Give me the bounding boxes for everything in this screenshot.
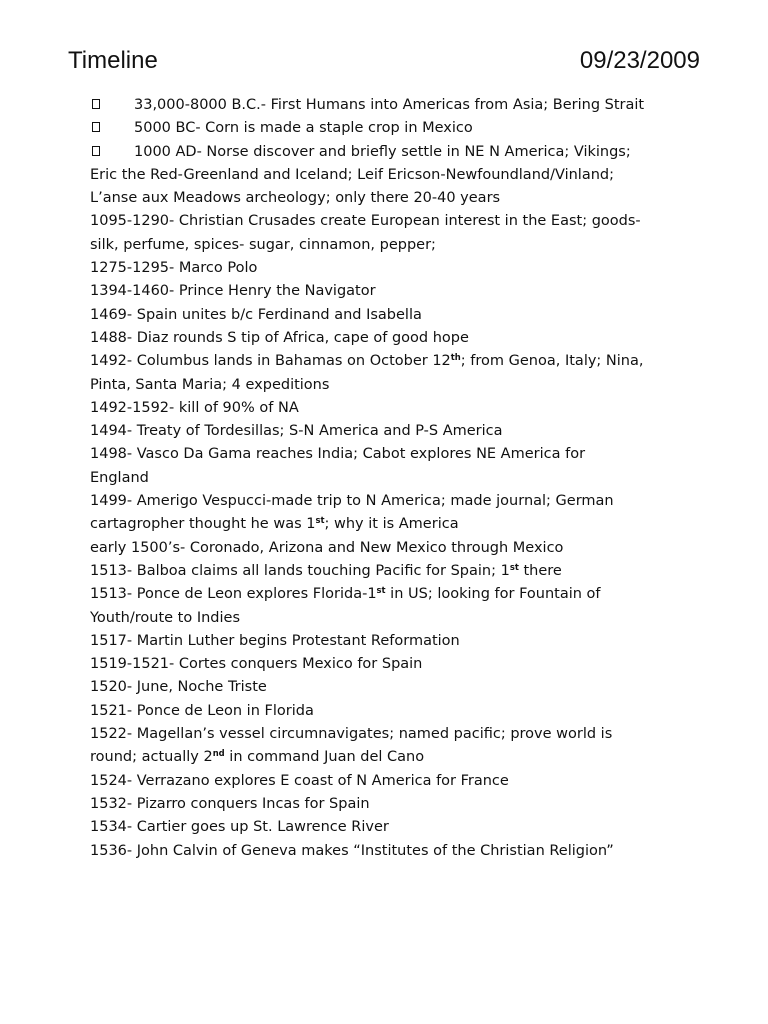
timeline-entry bbox=[90, 653, 690, 676]
page-date: 09/23/2009 bbox=[579, 47, 700, 74]
timeline-line bbox=[90, 816, 690, 839]
bullet-box-icon bbox=[90, 94, 134, 117]
timeline-entry bbox=[90, 700, 690, 723]
text-segment: 33,000-8000 B.C.- First Humans into Americas from Asia; Bering Strait bbox=[134, 97, 645, 113]
text-segment: 1534- Cartier goes up St. Lawrence River bbox=[90, 819, 389, 836]
timeline-entry bbox=[90, 397, 690, 420]
text-segment: 1492- Columbus lands in Bahamas on October 12 bbox=[90, 353, 451, 370]
text-segment: 1394-1460- Prince Henry the Navigator bbox=[90, 283, 376, 300]
text-segment: there bbox=[518, 562, 562, 579]
text-segment: 1517- Martin Luther begins Protestant Reformation bbox=[90, 632, 460, 649]
timeline-line bbox=[90, 327, 690, 350]
text-segment: 1488- Diaz rounds S tip of Africa, cape of good hope bbox=[90, 329, 469, 346]
text-segment: 1000 AD- Norse discover and briefly settle in NE N America; Vikings; bbox=[134, 143, 631, 160]
timeline-line bbox=[90, 94, 690, 117]
timeline-entry bbox=[90, 141, 690, 211]
ordinal-suffix: nd bbox=[212, 748, 225, 759]
timeline-list bbox=[90, 94, 690, 863]
text-segment: early 1500’s- Coronado, Arizona and New Mexico through Mexico bbox=[90, 539, 564, 556]
timeline-line bbox=[90, 653, 690, 676]
timeline-line bbox=[90, 210, 690, 233]
timeline-line bbox=[90, 397, 690, 420]
text-segment: 1536- John Calvin of Geneva makes “Institutes of the Christian Religion” bbox=[90, 842, 614, 859]
text-segment: ; why it is America bbox=[324, 516, 459, 533]
text-segment: 1498- Vasco Da Gama reaches India; Cabot explores NE America for bbox=[90, 446, 586, 463]
timeline-line bbox=[90, 164, 690, 187]
text-segment: 1532- Pizarro conquers Incas for Spain bbox=[90, 795, 370, 812]
timeline-entry bbox=[90, 676, 690, 699]
timeline-entry bbox=[90, 443, 690, 490]
timeline-line bbox=[90, 560, 690, 583]
timeline-entry bbox=[90, 840, 690, 863]
timeline-entry bbox=[90, 490, 690, 537]
text-segment: Eric the Red-Greenland and Iceland; Leif Ericson-Newfoundland/Vinland; bbox=[90, 166, 614, 183]
timeline-entry bbox=[90, 117, 690, 140]
text-segment: 1492-1592- kill of 90% of NA bbox=[90, 399, 299, 416]
timeline-line bbox=[90, 280, 690, 303]
text-segment: in US; looking for Fountain of bbox=[385, 586, 601, 603]
timeline-line bbox=[90, 840, 690, 863]
timeline-entry bbox=[90, 304, 690, 327]
text-segment: 1521- Ponce de Leon in Florida bbox=[90, 702, 314, 719]
text-segment: 1095-1290- Christian Crusades create European interest in the East; goods- bbox=[90, 213, 641, 230]
text-segment: 1513- Balboa claims all lands touching Pacific for Spain; 1 bbox=[90, 562, 510, 579]
timeline-line bbox=[90, 141, 690, 164]
text-segment: silk, perfume, spices- sugar, cinnamon, pepper; bbox=[90, 236, 436, 253]
timeline-line bbox=[90, 513, 690, 536]
text-segment: 1469- Spain unites b/c Ferdinand and Isabella bbox=[90, 306, 422, 323]
timeline-line bbox=[90, 467, 690, 490]
ordinal-suffix: th bbox=[450, 352, 461, 363]
timeline-entry bbox=[90, 816, 690, 839]
timeline-entry bbox=[90, 210, 690, 257]
timeline-entry bbox=[90, 723, 690, 770]
timeline-entry bbox=[90, 793, 690, 816]
text-segment: 1522- Magellan’s vessel circumnavigates; named pacific; prove world is bbox=[90, 726, 613, 743]
timeline-line bbox=[90, 793, 690, 816]
timeline-entry bbox=[90, 560, 690, 583]
text-segment: 1494- Treaty of Tordesillas; S-N America and P-S America bbox=[90, 423, 503, 440]
text-segment: Pinta, Santa Maria; 4 expeditions bbox=[90, 376, 330, 393]
timeline-entry bbox=[90, 537, 690, 560]
timeline-line bbox=[90, 374, 690, 397]
timeline-line bbox=[90, 234, 690, 257]
timeline-entry bbox=[90, 420, 690, 443]
text-segment: in command Juan del Cano bbox=[224, 749, 425, 766]
text-segment: 1275-1295- Marco Polo bbox=[90, 260, 258, 277]
text-segment: 1499- Amerigo Vespucci-made trip to N America; made journal; German bbox=[90, 493, 614, 510]
text-segment: L’anse aux Meadows archeology; only there 20-40 years bbox=[90, 190, 501, 207]
timeline-entry bbox=[90, 583, 690, 630]
timeline-line bbox=[90, 187, 690, 210]
timeline-line bbox=[90, 746, 690, 769]
timeline-entry bbox=[90, 350, 690, 397]
text-segment: England bbox=[90, 469, 149, 486]
timeline-line bbox=[90, 304, 690, 327]
timeline-line bbox=[90, 770, 690, 793]
timeline-entry bbox=[90, 94, 690, 117]
timeline-entry bbox=[90, 630, 690, 653]
timeline-entry bbox=[90, 257, 690, 280]
timeline-line bbox=[90, 537, 690, 560]
text-segment: 1520- June, Noche Triste bbox=[90, 679, 267, 696]
text-segment: Youth/route to Indies bbox=[90, 609, 241, 626]
timeline-line bbox=[90, 443, 690, 466]
timeline-entry bbox=[90, 770, 690, 793]
timeline-line bbox=[90, 676, 690, 699]
page-title: Timeline bbox=[68, 47, 158, 74]
timeline-line bbox=[90, 700, 690, 723]
text-segment: cartagropher thought he was 1 bbox=[90, 516, 316, 533]
timeline-line bbox=[90, 630, 690, 653]
text-segment: ; from Genoa, Italy; Nina, bbox=[460, 353, 644, 370]
text-segment: 1513- Ponce de Leon explores Florida-1 bbox=[90, 586, 377, 603]
timeline-line bbox=[90, 583, 690, 606]
timeline-line bbox=[90, 117, 690, 140]
timeline-line bbox=[90, 723, 690, 746]
timeline-entry bbox=[90, 327, 690, 350]
text-segment: 1519-1521- Cortes conquers Mexico for Spain bbox=[90, 656, 423, 673]
document-header bbox=[68, 44, 700, 78]
bullet-box-icon bbox=[90, 117, 134, 140]
ordinal-suffix: st bbox=[376, 585, 386, 596]
ordinal-suffix: st bbox=[509, 561, 519, 572]
timeline-line bbox=[90, 350, 690, 373]
text-segment: 5000 BC- Corn is made a staple crop in Mexico bbox=[134, 120, 473, 137]
text-segment: round; actually 2 bbox=[90, 749, 213, 766]
text-segment: 1524- Verrazano explores E coast of N America for France bbox=[90, 772, 509, 789]
timeline-entry bbox=[90, 280, 690, 303]
bullet-box-icon bbox=[90, 141, 134, 164]
timeline-line bbox=[90, 257, 690, 280]
timeline-line bbox=[90, 490, 690, 513]
timeline-line bbox=[90, 607, 690, 630]
ordinal-suffix: st bbox=[315, 515, 325, 526]
timeline-line bbox=[90, 420, 690, 443]
